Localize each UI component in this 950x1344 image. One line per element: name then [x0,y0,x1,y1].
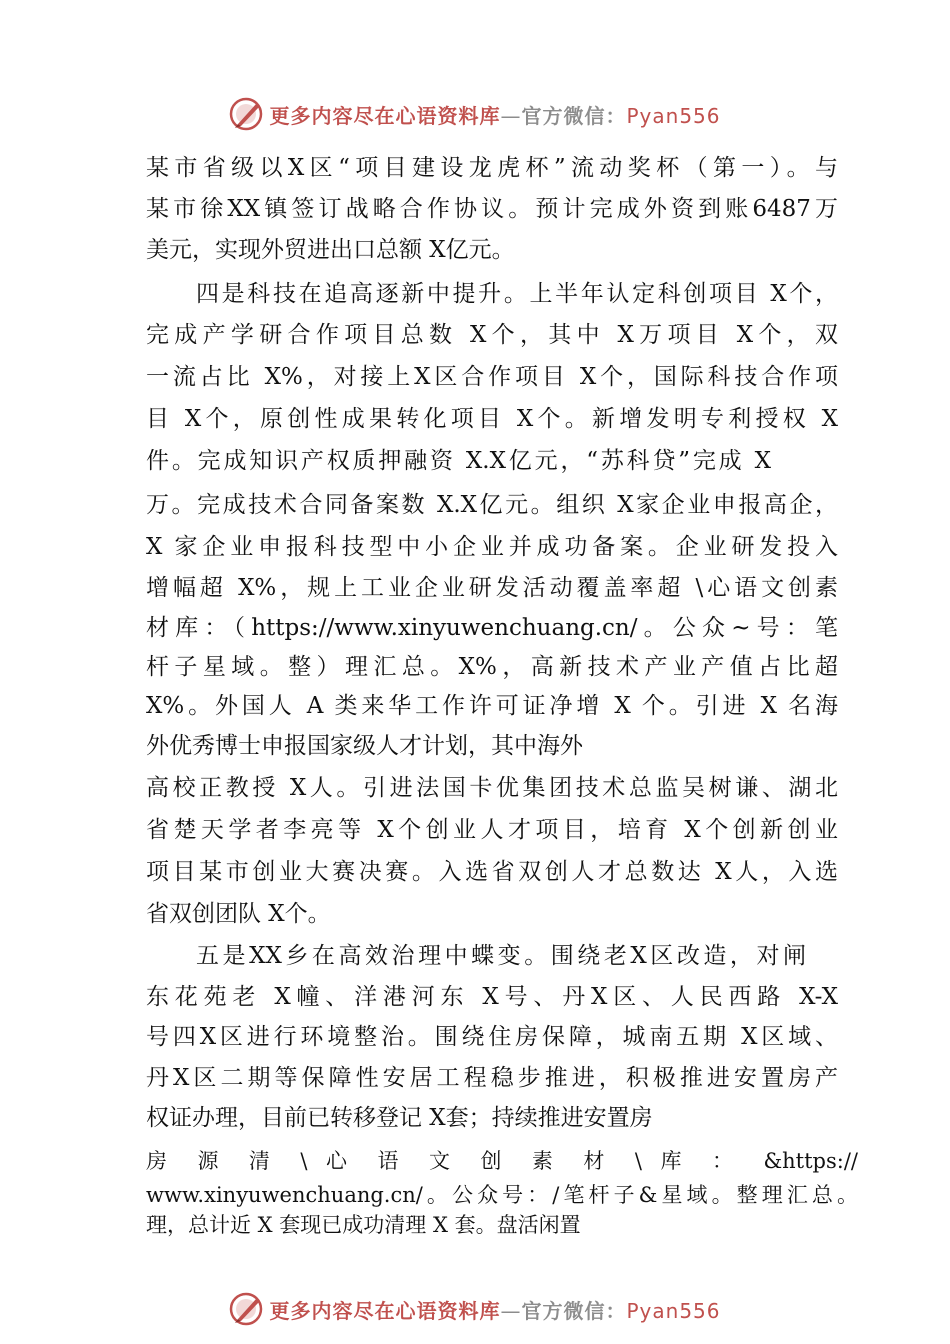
text-line: 省双创团队 X个。 [146,901,331,927]
text-line: 项目某市创业大赛决赛。入选省双创人才总数达 X人，入选 [146,859,838,885]
text-line: 件。完成知识产权质押融资 X.X亿元，“苏科贷”完成 X [146,448,771,474]
pen-logo-icon [229,1292,263,1326]
banner-text: 更多内容尽在心语资料库—官方微信：Pyan556 [269,103,721,128]
text-line: X%。外国人 A 类来华工作许可证净增 X 个。引进 X 名海 [146,693,838,719]
paragraph-4-start: 四是科技在追高逐新中提升。上半年认定科创项目 X个， [196,281,838,307]
text-line: 外优秀博士申报国家级人才计划，其中海外 [146,733,583,759]
text-line: 完成产学研合作项目总数 X个，其中 X万项目 X个，双 [146,322,838,348]
banner-text: 更多内容尽在心语资料库—官方微信：Pyan556 [269,1298,721,1323]
text-line: 万。完成技术合同备案数 X.X亿元。组织 X家企业申报高企， [146,492,838,518]
text-line: 权证办理，目前已转移登记 X套；持续推进安置房 [146,1105,653,1131]
text-line: 材库：（https://www.xinyuwenchuang.cn/。公众~号：笔 [146,615,838,641]
text-line: 丹X区二期等保障性安居工程稳步推进，积极推进安置房产 [146,1065,838,1091]
text-line: 目 X个，原创性成果转化项目 X个。新增发明专利授权 X [146,406,838,432]
pen-logo-icon [229,97,263,131]
text-line: 理，总计近 X 套现已成功清理 X 套。盘活闲置 [146,1213,581,1237]
footer-banner [0,1289,950,1329]
text-line: 杆子星域。整）理汇总。X%，高新技术产业产值占比超 [146,654,838,680]
text-line: X 家企业申报科技型中小企业并成功备案。企业研发投入 [146,534,838,560]
header-banner [0,94,950,134]
text-line: 某市徐XX镇签订战略合作协议。预计完成外资到账6487万 [146,196,838,222]
text-line: 房 源 清 \ 心 语 文 创 素 材 \ 库 ： &https:// [146,1149,858,1173]
text-line: 东花苑老 X幢、洋港河东 X号、丹X区、人民西路 X-X [146,984,838,1010]
text-line: 高校正教授 X人。引进法国卡优集团技术总监吴树谦、湖北 [146,775,838,801]
paragraph-5-start: 五是XX乡在高效治理中蝶变。围绕老X区改造，对闸 [196,943,806,969]
text-line: 增幅超 X%，规上工业企业研发活动覆盖率超 \心语文创素 [146,575,838,601]
text-line: 某市省级以X区“项目建设龙虎杯”流动奖杯（第一）。与 [146,155,838,181]
text-line: 省楚天学者李亮等 X个创业人才项目，培育 X个创新创业 [146,817,838,843]
text-line: 一流占比 X%，对接上X区合作项目 X个，国际科技合作项 [146,364,838,390]
text-line: www.xinyuwenchuang.cn/。公众号：/笔杆子&星域。整理汇总。 [146,1183,858,1207]
text-line: 号四X区进行环境整治。围绕住房保障，城南五期 X区域、 [146,1024,838,1050]
text-line: 美元，实现外贸进出口总额 X亿元。 [146,237,515,263]
